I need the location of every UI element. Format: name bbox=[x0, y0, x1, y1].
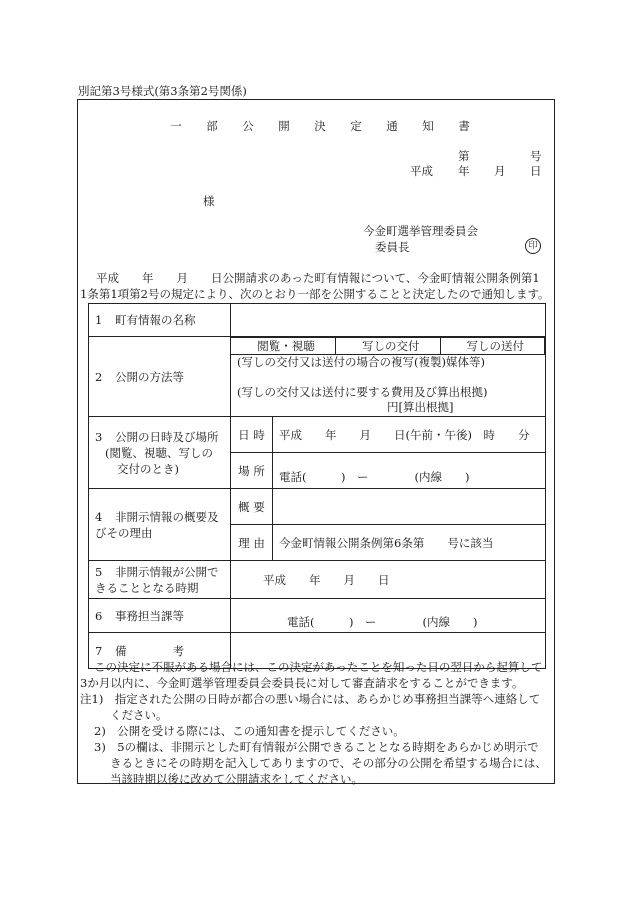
summary-label: 概 要 bbox=[231, 489, 273, 525]
row-number: 2 bbox=[95, 369, 103, 384]
summary-value bbox=[273, 489, 546, 525]
appeal-notice bbox=[80, 659, 552, 787]
disclosure-table bbox=[88, 303, 546, 669]
title-char: 通 bbox=[386, 119, 398, 133]
row-release-time bbox=[89, 561, 546, 599]
place-phone: 電話( ) ー (内線 ) bbox=[273, 453, 546, 489]
row-label-cont: 交付のとき) bbox=[117, 461, 179, 476]
row-datetime bbox=[89, 417, 546, 453]
title-char: 書 bbox=[458, 119, 470, 133]
cost-note: (写しの交付又は送付に要する費用及び算出根拠) bbox=[237, 385, 488, 399]
yen-note: 円[算出根拠] bbox=[387, 400, 454, 414]
sender-role: 委員長 bbox=[375, 240, 410, 254]
row-label: 町有情報の名称 bbox=[115, 313, 196, 327]
row-label: 事務担当課等 bbox=[115, 608, 184, 623]
row-label: 非開示情報の概要及 bbox=[115, 509, 219, 524]
title-char: 決 bbox=[314, 119, 326, 133]
row-label: 公開の日時及び場所 bbox=[115, 429, 219, 444]
date-year: 年 bbox=[458, 164, 470, 178]
row-label-cont: (閲覧、視聴、写しの bbox=[105, 445, 213, 460]
doc-number-go: 号 bbox=[530, 149, 542, 163]
date-day: 日 bbox=[530, 164, 542, 178]
office-phone: 電話( ) ー (内線 ) bbox=[231, 599, 546, 633]
date-era: 平成 bbox=[410, 164, 433, 178]
seal-stamp: 印 bbox=[525, 238, 541, 254]
row-summary bbox=[89, 489, 546, 525]
note-1-cont: ください。 bbox=[110, 708, 168, 722]
date-month: 月 bbox=[494, 164, 506, 178]
info-name-value bbox=[231, 304, 546, 337]
sender-org: 今金町選挙管理委員会 bbox=[363, 224, 478, 238]
datetime-value: 平成 年 月 日(午前・午後) 時 分 bbox=[273, 417, 546, 453]
appeal-line: 3か月以内に、今金町選挙管理委員会委員長に対して審査請求をすることができます。 bbox=[80, 676, 524, 690]
method-option: 写しの送付 bbox=[440, 338, 545, 355]
note-3-cont: 当該時期以後に改めて公開請求をしてください。 bbox=[110, 772, 363, 786]
title-char: 一 bbox=[170, 119, 182, 133]
addressee-sama: 様 bbox=[203, 194, 215, 208]
document-title bbox=[158, 119, 482, 133]
row-info-name bbox=[89, 304, 546, 337]
row-method bbox=[89, 337, 546, 417]
row-number: 4 bbox=[95, 509, 103, 524]
method-option: 写しの交付 bbox=[336, 338, 441, 355]
appeal-line: この決定に不服がある場合には、この決定があったことを知った日の翌日から起算して bbox=[94, 660, 543, 674]
row-label-cont: びその理由 bbox=[95, 525, 153, 540]
reason-value: 今金町情報公開条例第6条第 号に該当 bbox=[273, 525, 546, 561]
row-number: 3 bbox=[95, 429, 103, 444]
title-char: 知 bbox=[422, 119, 434, 133]
row-number: 6 bbox=[95, 608, 103, 623]
title-char: 定 bbox=[350, 119, 362, 133]
title-char: 部 bbox=[206, 119, 218, 133]
release-time-value: 平成 年 月 日 bbox=[231, 561, 546, 599]
doc-number-dai: 第 bbox=[458, 149, 470, 163]
reason-label: 理 由 bbox=[231, 525, 273, 561]
form-label: 別記第3号様式(第3条第2号関係) bbox=[78, 84, 247, 98]
intro-line-1: 平成 年 月 日公開請求のあった町有情報について、今金町情報公開条例第1 bbox=[96, 271, 540, 285]
note-3-cont: きるときにその時期を記入してありますので、その部分の公開を希望する場合には、 bbox=[110, 756, 547, 770]
title-char: 公 bbox=[242, 119, 254, 133]
medium-note: (写しの交付又は送付の場合の複写(複製)媒体等) bbox=[237, 355, 485, 369]
row-number: 5 bbox=[95, 564, 103, 579]
row-label: 非開示情報が公開で bbox=[115, 564, 219, 579]
row-label: 公開の方法等 bbox=[115, 369, 184, 384]
note-2: 2) 公開を受ける際には、この通知書を提示してください。 bbox=[94, 724, 405, 738]
note-1: 注1) 指定された公開の日時が都合の悪い場合には、あらかじめ事務担当課等へ連絡して bbox=[80, 692, 541, 706]
place-label: 場 所 bbox=[231, 453, 273, 489]
title-char: 開 bbox=[278, 119, 290, 133]
row-label: 備 考 bbox=[115, 643, 184, 658]
datetime-label: 日 時 bbox=[231, 417, 273, 453]
method-option: 閲覧・視聴 bbox=[231, 338, 336, 355]
intro-line-2: 1条第1項第2号の規定により、次のとおり一部を公開することと決定したので通知します。 bbox=[80, 287, 550, 301]
row-number: 1 bbox=[95, 313, 103, 327]
row-label-cont: きることとなる時期 bbox=[95, 580, 199, 595]
row-number: 7 bbox=[95, 643, 103, 658]
method-options bbox=[231, 337, 545, 355]
note-3: 3) 5の欄は、非開示とした町有情報が公開できることとなる時期をあらかじめ明示で bbox=[94, 740, 539, 754]
row-office bbox=[89, 599, 546, 633]
